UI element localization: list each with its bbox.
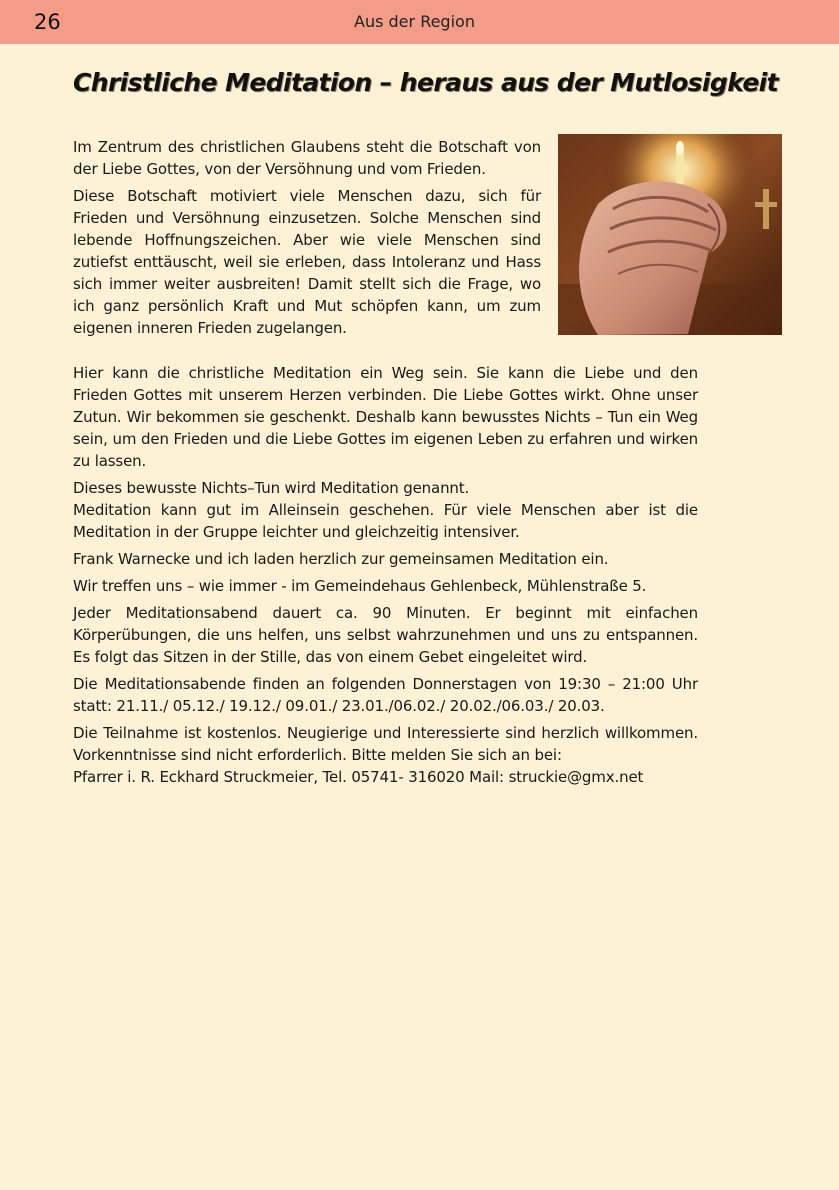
- paragraph-2: Diese Botschaft motiviert viele Menschen dazu, sich für Frieden und Versöhnung einzusetzen. Solche Menschen sind lebende Hoffnungszeichen. Aber wie viele Menschen sind zutiefst enttäuscht, weil sie erleben, dass Intoleranz und Hass sich immer weiter ausbreiten! Damit stellt sich die Frage, wo ich ganz persönlich Kraft und Mut schöpfen kann, um zum eigenen inneren Frieden zugelangen.: [73, 187, 541, 337]
- article-body: [73, 362, 698, 793]
- page-number: 26: [34, 10, 61, 34]
- praying-hands-photo: [558, 134, 782, 335]
- contact-line: Pfarrer i. R. Eckhard Struckmeier, Tel. 05741- 316020 Mail: struckie@gmx.net: [73, 768, 644, 786]
- paragraph-4: [73, 477, 698, 543]
- article-title: Christliche Meditation – heraus aus der Mutlosigkeit: [73, 68, 779, 97]
- article-intro: [73, 136, 541, 344]
- paragraph-8: Die Meditationsabende finden an folgenden Donnerstagen von 19:30 – 21:00 Uhr statt: 21.11./ 05.12./ 19.12./ 09.01./ 23.01./06.02./ 20.02./06.03./ 20.03.: [73, 675, 698, 715]
- paragraph-7: Jeder Meditationsabend dauert ca. 90 Minuten. Er beginnt mit einfachen Körperübungen, die uns helfen, uns selbst wahrzunehmen und uns zu entspannen. Es folgt das Sitzen in der Stille, das von einem Gebet eingeleitet wird.: [73, 604, 698, 666]
- paragraph-6: Wir treffen uns – wie immer - im Gemeindehaus Gehlenbeck, Mühlenstraße 5.: [73, 577, 647, 595]
- paragraph-4-line-2: Meditation kann gut im Alleinsein geschehen. Für viele Menschen aber ist die Meditation in der Gruppe leichter und gleichzeitig intensiver.: [73, 501, 698, 541]
- paragraph-9: [73, 722, 698, 788]
- page-header: [0, 0, 839, 44]
- paragraph-4-line-1: Dieses bewusste Nichts–Tun wird Meditation genannt.: [73, 479, 470, 497]
- paragraph-3: Hier kann die christliche Meditation ein Weg sein. Sie kann die Liebe und den Frieden Gottes mit unserem Herzen verbinden. Die Liebe Gottes wirkt. Ohne unser Zutun. Wir bekommen sie geschenkt. Deshalb kann bewusstes Nichts – Tun ein Weg sein, um den Frieden und die Liebe Gottes im eigenen Leben zu erfahren und wirken zu lassen.: [73, 364, 698, 470]
- section-name: Aus der Region: [354, 12, 475, 31]
- paragraph-1: Im Zentrum des christlichen Glaubens steht die Botschaft von der Liebe Gottes, von der Versöhnung und vom Frieden.: [73, 138, 541, 178]
- praying-hands-icon: [558, 134, 782, 335]
- paragraph-9-line-1: Die Teilnahme ist kostenlos. Neugierige und Interessierte sind herzlich willkommen. Vorkenntnisse sind nicht erforderlich. Bitte melden Sie sich an bei:: [73, 724, 698, 764]
- paragraph-5: Frank Warnecke und ich laden herzlich zur gemeinsamen Meditation ein.: [73, 550, 609, 568]
